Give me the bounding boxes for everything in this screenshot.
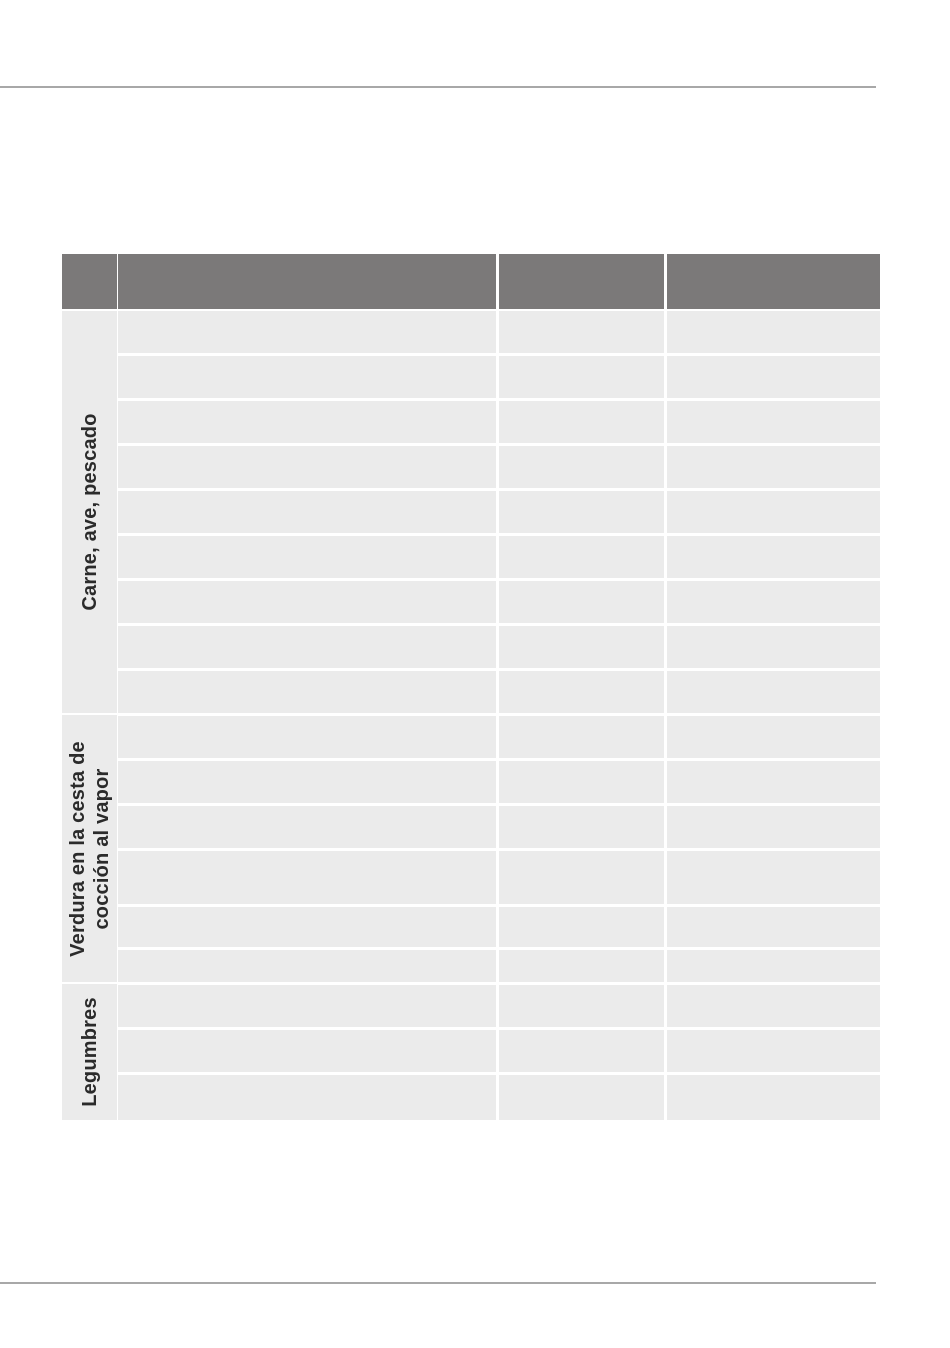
quantity-cell: [499, 806, 664, 848]
table-row: [118, 985, 880, 1027]
table-row: [118, 536, 880, 578]
quantity-cell: [499, 985, 664, 1027]
table-row: [118, 851, 880, 904]
food-cell: [118, 806, 496, 848]
food-cell: [118, 671, 496, 713]
time-cell: [667, 907, 880, 947]
food-cell: [118, 446, 496, 488]
group-legumes: [62, 984, 117, 1120]
group-label-line: Legumbres: [78, 997, 101, 1107]
food-cell: [118, 950, 496, 982]
group-meat-poultry-fish: [62, 311, 117, 713]
time-cell: [667, 626, 880, 668]
table-row: [118, 716, 880, 758]
quantity-cell: [499, 716, 664, 758]
quantity-cell: [499, 491, 664, 533]
header-cell-food: [118, 254, 496, 309]
food-cell: [118, 1030, 496, 1072]
top-rule: [0, 86, 876, 88]
time-cell: [667, 491, 880, 533]
time-cell: [667, 716, 880, 758]
quantity-cell: [499, 907, 664, 947]
time-cell: [667, 536, 880, 578]
food-cell: [118, 1075, 496, 1120]
table-row: [118, 356, 880, 398]
table-row: [118, 311, 880, 353]
food-cell: [118, 761, 496, 803]
table-row: [118, 401, 880, 443]
quantity-cell: [499, 401, 664, 443]
quantity-cell: [499, 311, 664, 353]
time-cell: [667, 1030, 880, 1072]
table-row: [118, 1075, 880, 1120]
time-cell: [667, 806, 880, 848]
food-cell: [118, 985, 496, 1027]
header-cell-quantity: [499, 254, 664, 309]
quantity-cell: [499, 671, 664, 713]
quantity-cell: [499, 1030, 664, 1072]
food-cell: [118, 907, 496, 947]
time-cell: [667, 851, 880, 904]
table-row: [118, 1030, 880, 1072]
table-row: [118, 907, 880, 947]
group-steamed-vegetables: [62, 715, 117, 982]
time-cell: [667, 1075, 880, 1120]
table-row: [118, 671, 880, 713]
table-row: [118, 761, 880, 803]
time-cell: [667, 311, 880, 353]
food-cell: [118, 356, 496, 398]
quantity-cell: [499, 950, 664, 982]
time-cell: [667, 985, 880, 1027]
time-cell: [667, 950, 880, 982]
food-cell: [118, 401, 496, 443]
time-cell: [667, 581, 880, 623]
cooking-table: [62, 254, 880, 1120]
quantity-cell: [499, 446, 664, 488]
quantity-cell: [499, 626, 664, 668]
food-cell: [118, 491, 496, 533]
quantity-cell: [499, 536, 664, 578]
time-cell: [667, 356, 880, 398]
time-cell: [667, 671, 880, 713]
quantity-cell: [499, 761, 664, 803]
quantity-cell: [499, 356, 664, 398]
table-row: [118, 491, 880, 533]
group-label-line: cocción al vapor: [90, 767, 113, 930]
header-cell-category: [62, 254, 117, 309]
food-cell: [118, 311, 496, 353]
time-cell: [667, 401, 880, 443]
group-label-line: Carne, ave, pescado: [78, 413, 101, 611]
group-label: [78, 997, 102, 1107]
table-row: [118, 626, 880, 668]
group-label-line: Verdura en la cesta de: [66, 740, 89, 957]
food-cell: [118, 851, 496, 904]
food-cell: [118, 581, 496, 623]
food-cell: [118, 716, 496, 758]
time-cell: [667, 446, 880, 488]
header-cell-time: [667, 254, 880, 309]
group-label: [66, 741, 114, 957]
table-row: [118, 446, 880, 488]
table-row: [118, 950, 880, 982]
food-cell: [118, 536, 496, 578]
table-row: [118, 581, 880, 623]
group-label: [78, 413, 102, 610]
bottom-rule: [0, 1282, 876, 1284]
food-cell: [118, 626, 496, 668]
quantity-cell: [499, 851, 664, 904]
table-row: [118, 806, 880, 848]
time-cell: [667, 761, 880, 803]
quantity-cell: [499, 1075, 664, 1120]
quantity-cell: [499, 581, 664, 623]
